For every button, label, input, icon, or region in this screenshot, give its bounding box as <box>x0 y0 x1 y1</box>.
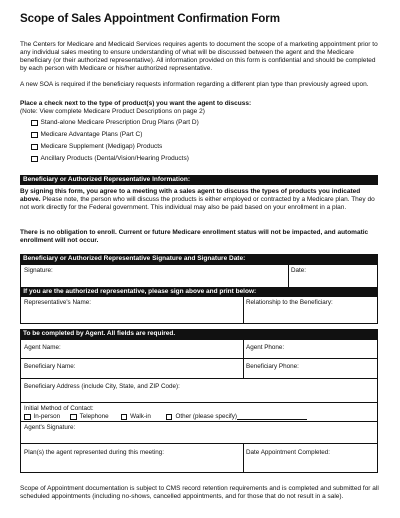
signing-agreement-bold: By signing this form, you agree to a meeting with a sales agent to discuss the types of products you indicated above. <box>20 188 361 203</box>
footer-note: Scope of Appointment documentation is subject to CMS record retention requirements and is completed and submitted for all scheduled appointments (including no-shows, cancelled appointments, and for those that do not result in a sale). <box>20 485 379 500</box>
product-option-label: Medicare Advantage Plans (Part C) <box>40 131 143 138</box>
contact-option-other[interactable]: Other (please specify) <box>175 413 238 420</box>
product-option-label: Ancillary Products (Dental/Vision/Hearing Products) <box>40 155 189 162</box>
signature-grid <box>20 264 378 324</box>
signing-agreement-text <box>20 188 380 212</box>
beneficiary-name-field[interactable]: Beneficiary Name: <box>24 363 76 370</box>
product-option-part-c[interactable] <box>31 131 142 139</box>
no-obligation-text: There is no obligation to enroll. Current or future Medicare enrollment status will not be impacted, and automatic enrollment will not occur. <box>20 229 369 244</box>
checkbox-icon[interactable] <box>166 414 173 421</box>
signing-agreement-rest: Please note, the person who will discuss the products is either employed or contracted by a Medicare plan. They do not work directly for the Federal government. This individual may also be paid based on your enrollment in a plan. <box>20 195 375 211</box>
other-specify-line[interactable] <box>237 414 307 420</box>
checkbox-icon[interactable] <box>31 132 38 139</box>
rep-info-header: Beneficiary or Authorized Representative Information: <box>20 175 378 185</box>
date-completed-field[interactable]: Date Appointment Completed: <box>246 449 331 456</box>
products-heading: Place a check next to the type of product(s) you want the agent to discuss: <box>20 100 252 107</box>
new-soa-note: A new SOA is required if the beneficiary requests information regarding a different plan type than previously agreed upon. <box>20 81 369 88</box>
intro-paragraph: The Centers for Medicare and Medicaid Services requires agents to document the scope of a marketing appointment prior to any individual sales meeting to ensure understanding of what will be discussed between the agent and the Medicare beneficiary (or their authorized representative). All information provided on this form is confidential and should be completed by each person with Medicare or his/her authorized representative. <box>20 41 378 72</box>
agent-phone-field[interactable]: Agent Phone: <box>246 344 285 351</box>
contact-option-in-person[interactable]: In-person <box>33 413 61 420</box>
checkbox-icon[interactable] <box>31 156 38 163</box>
checkbox-icon[interactable] <box>121 414 128 421</box>
form-title: Scope of Sales Appointment Confirmation Form <box>20 12 280 25</box>
date-field[interactable]: Date: <box>291 267 307 274</box>
auth-rep-header: If you are the authorized representative, please sign above and print below: <box>20 287 378 297</box>
checkbox-icon[interactable] <box>31 120 38 127</box>
relationship-field[interactable]: Relationship to the Beneficiary: <box>246 299 333 306</box>
contact-method-options <box>21 411 307 421</box>
rep-name-field[interactable]: Representative's Name: <box>24 299 91 306</box>
product-option-ancillary[interactable] <box>31 155 189 163</box>
contact-option-telephone[interactable]: Telephone <box>79 413 109 420</box>
checkbox-icon[interactable] <box>24 414 31 421</box>
agent-signature-field[interactable]: Agent's Signature: <box>24 424 76 431</box>
signature-field[interactable]: Signature: <box>24 267 53 274</box>
agent-name-field[interactable]: Agent Name: <box>24 344 61 351</box>
beneficiary-phone-field[interactable]: Beneficiary Phone: <box>246 363 299 370</box>
checkbox-icon[interactable] <box>70 414 77 421</box>
product-option-label: Medicare Supplement (Medigap) Products <box>40 143 163 150</box>
signature-section-header: Beneficiary or Authorized Representative Signature and Signature Date: <box>20 254 378 264</box>
product-option-medigap[interactable] <box>31 143 162 151</box>
checkbox-icon[interactable] <box>31 144 38 151</box>
plans-represented-field[interactable]: Plan(s) the agent represented during this meeting: <box>24 449 165 456</box>
product-option-part-d[interactable] <box>31 119 199 127</box>
products-note: (Note: View complete Medicare Product Descriptions on page 2) <box>20 108 205 115</box>
agent-section-header: To be completed by Agent. All fields are required. <box>20 329 378 339</box>
product-option-label: Stand-alone Medicare Prescription Drug Plans (Part D) <box>40 119 199 126</box>
contact-method-label: Initial Method of Contact: <box>24 405 94 412</box>
agent-grid <box>20 339 378 473</box>
beneficiary-address-field[interactable]: Beneficiary Address (include City, State, and ZIP Code): <box>24 383 180 390</box>
contact-option-walk-in[interactable]: Walk-in <box>130 413 151 420</box>
